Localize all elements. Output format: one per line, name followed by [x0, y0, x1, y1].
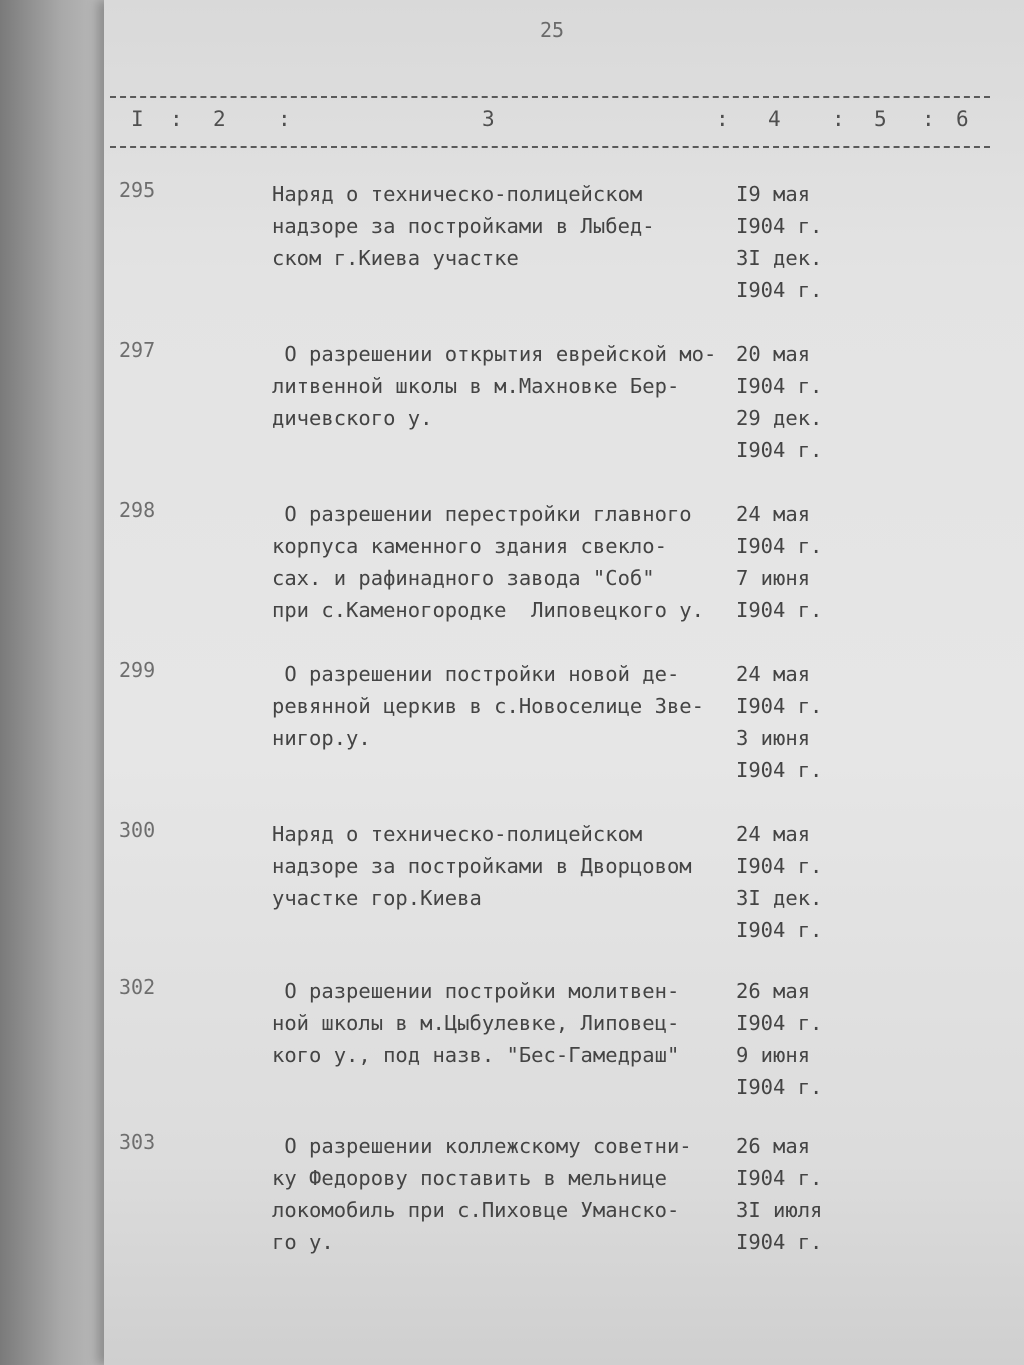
record-title — [272, 975, 679, 1071]
record-title-line: ском г.Киева участке — [272, 246, 519, 270]
header-col-6: 6 — [956, 107, 969, 131]
record-title-line: кого у., под назв. "Бес-Гамедраш" — [272, 1043, 680, 1067]
record-title-line: О разрешении постройки новой де- — [272, 662, 680, 686]
record-date-line: 9 июня — [736, 1043, 811, 1067]
record-number: 300 — [119, 818, 156, 842]
record-date-line: 3I дек. — [736, 246, 823, 270]
record-title-line: Наряд о техническо-полицейском — [272, 182, 643, 206]
record-title-line: при с.Каменогородке Липовецкого у. — [272, 598, 704, 622]
record-number: 297 — [119, 338, 156, 362]
record-date-line: I904 г. — [736, 214, 823, 238]
header-separator-1: : — [170, 107, 183, 131]
record-date-line: 26 мая — [736, 1134, 811, 1158]
record-date-line: 24 мая — [736, 822, 811, 846]
record-dates — [736, 1130, 822, 1258]
header-col-2: 2 — [213, 107, 226, 131]
binding-edge — [0, 0, 112, 1365]
record-date-line: 3I июля — [736, 1198, 823, 1222]
record-number: 299 — [119, 658, 156, 682]
record-dates — [736, 658, 822, 786]
record-dates — [736, 338, 822, 466]
record-title-line: литвенной школы в м.Махновке Бер- — [272, 374, 680, 398]
record-dates — [736, 498, 822, 626]
record-title-line: участке гор.Киева — [272, 886, 482, 910]
record-title — [272, 338, 716, 434]
record-number: 298 — [119, 498, 156, 522]
record-title-line: го у. — [272, 1230, 334, 1254]
record-number: 295 — [119, 178, 156, 202]
record-dates — [736, 975, 822, 1103]
record-title-line: ной школы в м.Цыбулевке, Липовец- — [272, 1011, 680, 1035]
record-date-line: 29 дек. — [736, 406, 823, 430]
header-col-3: 3 — [482, 107, 495, 131]
record-title-line: ку Федорову поставить в мельнице — [272, 1166, 667, 1190]
record-date-line: I904 г. — [736, 694, 823, 718]
record-date-line: I904 г. — [736, 534, 823, 558]
record-date-line: I904 г. — [736, 1230, 823, 1254]
record-title-line: ревянной церкив в с.Новоселице Зве- — [272, 694, 704, 718]
record-title-line: О разрешении перестройки главного — [272, 502, 692, 526]
header-separator-3: : — [716, 107, 729, 131]
record-title-line: О разрешении коллежскому советни- — [272, 1134, 692, 1158]
record-title — [272, 178, 655, 274]
record-date-line: 7 июня — [736, 566, 811, 590]
record-title-line: надзоре за постройками в Дворцовом — [272, 854, 692, 878]
header-top-rule — [110, 96, 990, 98]
record-date-line: I904 г. — [736, 1166, 823, 1190]
record-date-line: 20 мая — [736, 342, 811, 366]
record-title — [272, 818, 692, 914]
record-title-line: надзоре за постройками в Лыбед- — [272, 214, 655, 238]
record-title-line: О разрешении постройки молитвен- — [272, 979, 680, 1003]
record-date-line: 3 июня — [736, 726, 811, 750]
page-number: 25 — [540, 18, 565, 42]
record-title — [272, 498, 704, 626]
record-title-line: локомобиль при с.Пиховце Уманско- — [272, 1198, 680, 1222]
record-title-line: О разрешении открытия еврейской мо- — [272, 342, 717, 366]
record-number: 303 — [119, 1130, 156, 1154]
header-col-1: I — [131, 107, 144, 131]
header-separator-4: : — [832, 107, 845, 131]
record-date-line: I904 г. — [736, 758, 823, 782]
record-date-line: I904 г. — [736, 1075, 823, 1099]
record-date-line: I904 г. — [736, 1011, 823, 1035]
header-separator-5: : — [922, 107, 935, 131]
record-title — [272, 658, 704, 754]
record-title-line: сах. и рафинадного завода "Соб" — [272, 566, 655, 590]
header-bottom-rule — [110, 146, 990, 148]
record-dates — [736, 818, 822, 946]
record-date-line: I904 г. — [736, 598, 823, 622]
record-date-line: I9 мая — [736, 182, 811, 206]
record-title-line: дичевского у. — [272, 406, 433, 430]
header-col-5: 5 — [874, 107, 887, 131]
record-title-line: корпуса каменного здания свекло- — [272, 534, 667, 558]
header-separator-2: : — [278, 107, 291, 131]
record-title-line: Наряд о техническо-полицейском — [272, 822, 643, 846]
record-date-line: I904 г. — [736, 918, 823, 942]
record-dates — [736, 178, 822, 306]
record-date-line: I904 г. — [736, 438, 823, 462]
record-date-line: 24 мая — [736, 502, 811, 526]
record-date-line: 26 мая — [736, 979, 811, 1003]
record-number: 302 — [119, 975, 156, 999]
record-title-line: нигор.у. — [272, 726, 371, 750]
record-date-line: 24 мая — [736, 662, 811, 686]
record-date-line: 3I дек. — [736, 886, 823, 910]
record-date-line: I904 г. — [736, 278, 823, 302]
record-date-line: I904 г. — [736, 854, 823, 878]
record-date-line: I904 г. — [736, 374, 823, 398]
header-col-4: 4 — [768, 107, 781, 131]
record-title — [272, 1130, 692, 1258]
